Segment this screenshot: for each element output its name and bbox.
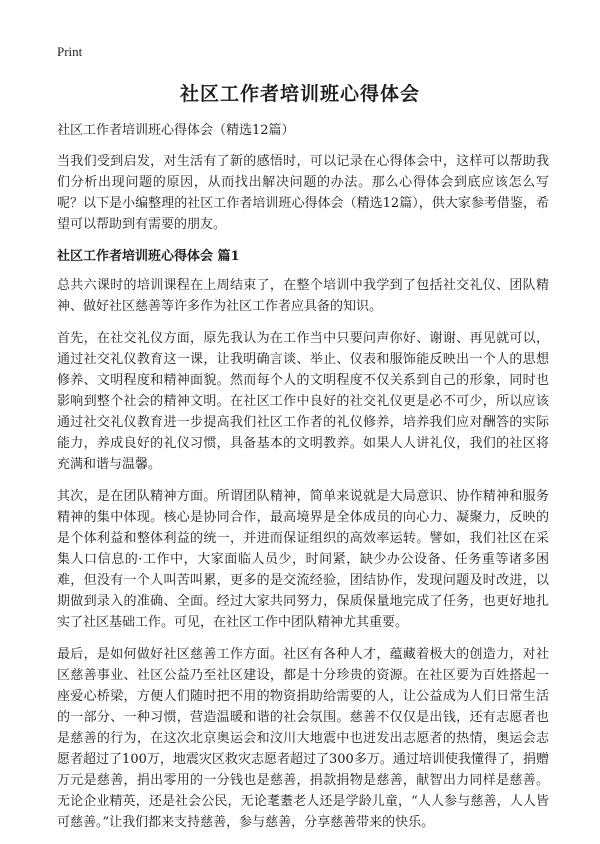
document-body: [57, 120, 549, 844]
body-paragraph: 其次，是在团队精神方面。所谓团队精神，简单来说就是大局意识、协作精神和服务精神的集中体现。核心是协同合作，最高境界是全体成员的向心力、凝聚力，反映的是个体利益和整体利益的统一，并进而保证组织的高效率运转。譬如，我们社区在采集人口信息的·工作中，大家面临人员少，时间紧，缺少办公设备、任务重等诸多困难，但没有一个人叫苦叫累，更多的是交流经验，团结协作，发现问题及时改进，以期做到录入的准确、全面。经过大家共同努力，保质保量地完成了任务，也更好地扎实了社区基础工作。可见，在社区工作中团队精神尤其重要。: [57, 489, 549, 630]
body-paragraph: 最后，是如何做好社区慈善工作方面。社区有各种人才，蕴藏着极大的创造力，对社区慈善事业、社区公益乃至社区建设，都是十分珍贵的资源。在社区要为百姓搭起一座爱心桥梁，方便人们随时把不用的物资捐助给需要的人，让公益成为人们日常生活的一部分、一种习惯，营造温暖和谐的社会氛围。慈善不仅仅是出钱，还有志愿者也是慈善的行为，在这次北京奥运会和汶川大地震中也迸发出志愿者的热情，奥运会志愿者超过了100万，地震灾区救灾志愿者超过了300多万。通过培训使我懂得了，捐赠万元是慈善，捐出零用的一分钱也是慈善，捐款捐物是慈善，献智出力同样是慈善。无论企业精英，还是社会公民，无论耄耋老人还是学龄儿童，“人人参与慈善，人人皆可慈善。”让我们都来支持慈善，参与慈善，分享慈善带来的快乐。: [57, 647, 549, 830]
body-paragraph: 总共六课时的培训课程在上周结束了，在整个培训中我学到了包括社交礼仪、团队精神、做好社区慈善等许多作为社区工作者应具备的知识。: [57, 278, 549, 314]
document-title: 社区工作者培训班心得体会: [179, 83, 420, 105]
document-subtitle: 社区工作者培训班心得体会（精选12篇）: [57, 123, 295, 138]
print-link[interactable]: Print: [57, 44, 83, 59]
section-heading: 社区工作者培训班心得体会 篇1: [57, 249, 240, 264]
body-paragraph: 首先，在社交礼仪方面，原先我认为在工作当中只要问声你好、谢谢、再见就可以，通过社交礼仪教育这一课，让我明确言谈、举止、仪表和服饰能反映出一个人的思想修养、文明程度和精神面貌。然而每个人的文明程度不仅关系到自己的形象，同时也影响到整个社会的精神文明。在社区工作中良好的社交礼仪更是必不可少，所以应该通过社交礼仪教育进一步提高我们社区工作者的礼仪修养，培养我们应对酬答的实际能力，养成良好的礼仪习惯，具备基本的文明教养。如果人人讲礼仪，我们的社区将充满和谐与温馨。: [57, 331, 549, 472]
intro-paragraph: 当我们受到启发，对生活有了新的感悟时，可以记录在心得体会中，这样可以帮助我们分析出现问题的原因，从而找出解决问题的办法。那么心得体会到底应该怎么写呢？以下是小编整理的社区工作者培训班心得体会（精选12篇），供大家参考借鉴，希望可以帮助到有需要的朋友。: [57, 154, 549, 232]
